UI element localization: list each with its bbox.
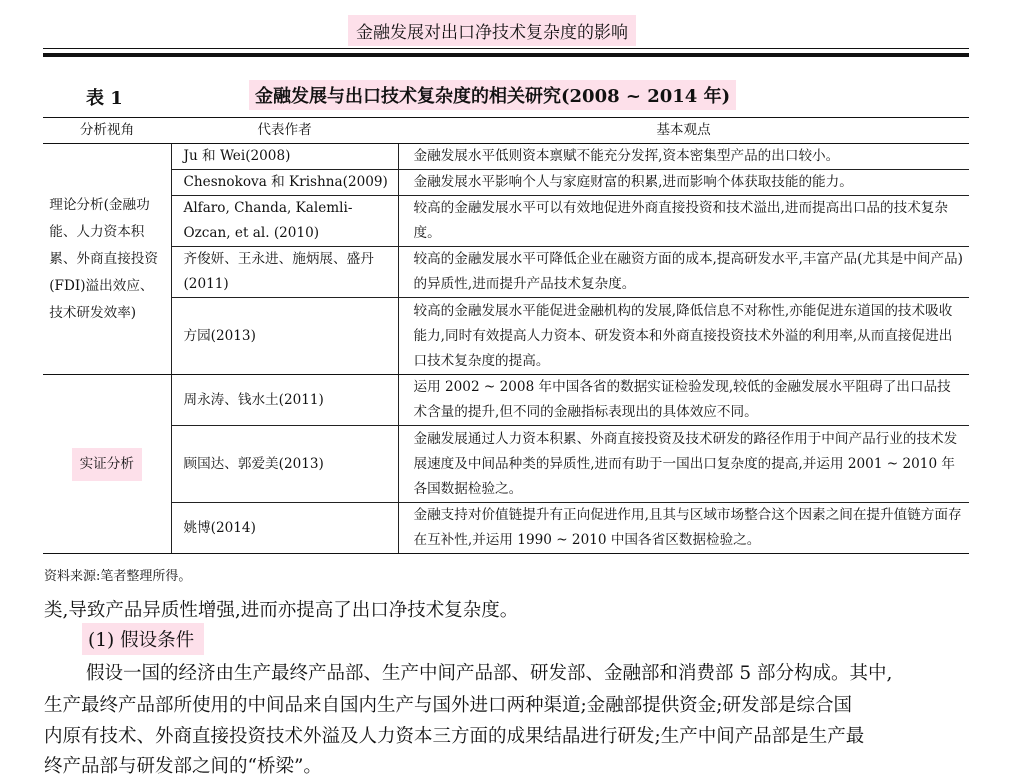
category-label: 实证分析 — [72, 448, 142, 481]
col-header-perspective: 分析视角 — [43, 118, 171, 144]
body-line: 终产品部与研发部之间的“桥梁”。 — [44, 756, 322, 777]
viewpoint-cell: 较高的金融发展水平能促进金融机构的发展,降低信息不对称性,亦能促进东道国的技术吸收能力,同时有效提高人力资本、研发资本和外商直接投资技术外溢的利用率,从而直接促进出口技术复杂度的提高。 — [398, 298, 969, 375]
table-caption-title: 金融发展与出口技术复杂度的相关研究(2008 ~ 2014 年) — [249, 80, 736, 110]
table-header-row — [43, 118, 969, 144]
table-row — [43, 196, 969, 247]
body-line: 假设一国的经济由生产最终产品部、生产中间产品部、研发部、金融部和消费部 5 部分构成。其中, — [86, 663, 893, 684]
header-rule-thin — [43, 48, 969, 49]
body-line: 内原有技术、外商直接投资技术外溢及人力资本三方面的成果结晶进行研发;生产中间产品部是生产最 — [44, 726, 865, 747]
category-cell-theory — [43, 144, 171, 375]
table-row — [43, 298, 969, 375]
body-line: 生产最终产品部所使用的中间品来自国内生产与国外进口两种渠道;金融部提供资金;研发部是综合国 — [44, 695, 852, 716]
table-source-note: 资料来源:笔者整理所得。 — [44, 569, 192, 584]
col-header-viewpoint: 基本观点 — [398, 118, 969, 144]
viewpoint-cell: 金融发展通过人力资本积累、外商直接投资及技术研发的路径作用于中间产品行业的技术发展速度及中间品种类的异质性,进而有助于一国出口复杂度的提高,并运用 2001 ~ 2010 年各国数据检验之。 — [398, 426, 969, 503]
table-row — [43, 144, 969, 170]
author-cell: Alfaro, Chanda, Kalemli-Ozcan, et al. (2010) — [171, 196, 398, 247]
viewpoint-cell: 金融发展水平影响个人与家庭财富的积累,进而影响个体获取技能的能力。 — [398, 170, 969, 196]
category-label: 理论分析(金融功能、人力资本积累、外商直接投资(FDI)溢出效应、技术研发效率) — [49, 196, 158, 321]
running-header: 金融发展对出口净技术复杂度的影响 — [348, 15, 636, 46]
viewpoint-cell: 金融支持对价值链提升有正向促进作用,且其与区域市场整合这个因素之间在提升值链方面存在互补性,并运用 1990 ~ 2010 中国各省区数据检验之。 — [398, 503, 969, 554]
viewpoint-cell: 较高的金融发展水平可降低企业在融资方面的成本,提高研发水平,丰富产品(尤其是中间产品)的异质性,进而提升产品技术复杂度。 — [398, 247, 969, 298]
body-line: 类,导致产品异质性增强,进而亦提高了出口净技术复杂度。 — [44, 600, 519, 621]
category-cell-empirical — [43, 375, 171, 554]
author-cell: 姚博(2014) — [171, 503, 398, 554]
table-row — [43, 503, 969, 554]
research-table — [43, 117, 969, 554]
author-cell: 顾国达、郭爱美(2013) — [171, 426, 398, 503]
viewpoint-cell: 较高的金融发展水平可以有效地促进外商直接投资和技术溢出,进而提高出口品的技术复杂度。 — [398, 196, 969, 247]
viewpoint-cell: 金融发展水平低则资本禀赋不能充分发挥,资本密集型产品的出口较小。 — [398, 144, 969, 170]
author-cell: 齐俊妍、王永进、施炳展、盛丹(2011) — [171, 247, 398, 298]
header-rule-thick — [43, 53, 969, 57]
author-cell: Chesnokova 和 Krishna(2009) — [171, 170, 398, 196]
table-row — [43, 247, 969, 298]
col-header-author: 代表作者 — [171, 118, 398, 144]
author-cell: 周永涛、钱水土(2011) — [171, 375, 398, 426]
viewpoint-cell: 运用 2002 ~ 2008 年中国各省的数据实证检验发现,较低的金融发展水平阻碍了出口品技术含量的提升,但不同的金融指标表现出的具体效应不同。 — [398, 375, 969, 426]
author-cell: Ju 和 Wei(2008) — [171, 144, 398, 170]
section-subheading: (1) 假设条件 — [82, 623, 204, 655]
table-row — [43, 426, 969, 503]
table-row — [43, 375, 969, 426]
table-row — [43, 170, 969, 196]
author-cell: 方园(2013) — [171, 298, 398, 375]
table-caption-number: 表 1 — [86, 88, 123, 109]
